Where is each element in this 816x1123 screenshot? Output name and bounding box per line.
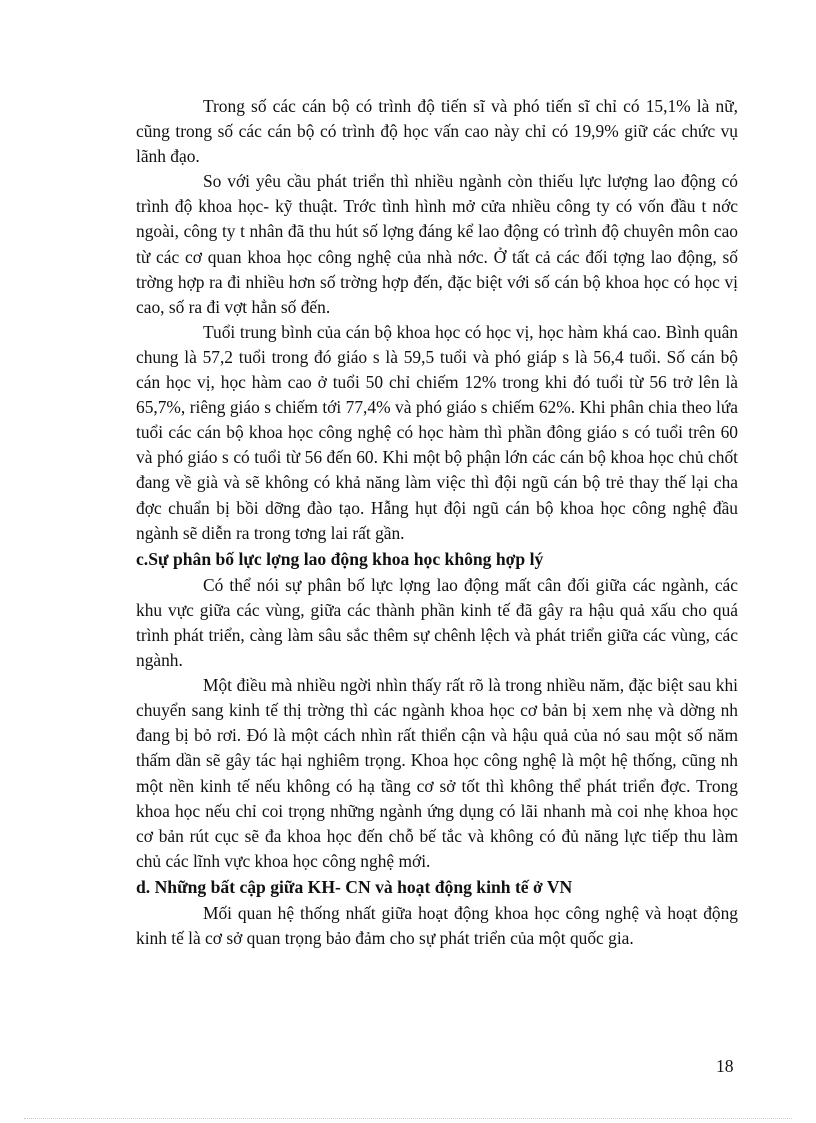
section-heading-c: c.Sự phân bố lực lợng lao động khoa học không hợp lý: [136, 548, 544, 569]
paragraph: Mối quan hệ thống nhất giữa hoạt động khoa học công nghệ và hoạt động kinh tế là cơ sở quan trọng bảo đảm cho sự phát triển của một quốc gia.: [136, 903, 738, 949]
section-heading-d: d. Những bất cập giữa KH- CN và hoạt động kinh tế ở VN: [136, 876, 573, 897]
paragraph: Có thể nói sự phân bố lực lợng lao động mất cân đối giữa các ngành, các khu vực giữa các vùng, giữa các thành phần kinh tế đã gây ra hậu quả xấu cho quá trình phát triển, càng làm sâu sắc thêm sự chênh lệch và phát triển giữa các vùng, các ngành.: [136, 574, 738, 671]
body-text: [136, 94, 738, 951]
page-number: 18: [716, 1056, 734, 1076]
paragraph: Tuổi trung bình của cán bộ khoa học có học vị, học hàm khá cao. Bình quân chung là 57,2 tuổi trong đó giáo s là 59,5 tuổi và phó giáp s là 56,4 tuổi. Số cán bộ cán học vị, học hàm cao ở tuổi 50 chỉ chiếm 12% trong khi đó tuổi từ 56 trở lên là 65,7%, riêng giáo s chiếm tới 77,4% và phó giáo s chiếm 62%. Khi phân chia theo lứa tuổi các cán bộ khoa học công nghệ có học hàm thì phần đông giáo s có tuổi trên 60 và phó giáo s có tuổi từ 56 đến 60. Khi một bộ phận lớn các cán bộ khoa học chủ chốt đang về già và sẽ không có khả năng làm việc thì đội ngũ cán bộ trẻ thay thế lại cha đợc chuẩn bị bồi dỡng đào tạo. Hẫng hụt đội ngũ cán bộ khoa học công nghệ đầu ngành sẽ diễn ra trong tơng lai rất gần.: [136, 321, 738, 543]
paragraph: So với yêu cầu phát triển thì nhiều ngành còn thiếu lực lượng lao động có trình độ khoa học- kỹ thuật. Trớc tình hình mở cửa nhiều công ty có vốn đầu t nớc ngoài, công ty t nhân đã thu hút số lợng đáng kể lao động có trình độ chuyên môn cao từ các cơ quan khoa học công nghệ của nhà nớc. Ở tất cả các đối tợng lao động, số trờng hợp ra đi nhiều hơn số trờng hợp đến, đặc biệt với số cán bộ khoa học có học vị cao, số ra đi vợt hẳn số đến.: [136, 171, 738, 317]
paragraph: Trong số các cán bộ có trình độ tiến sĩ và phó tiến sĩ chỉ có 15,1% là nữ, cũng trong số các cán bộ có trình độ học vấn cao này chỉ có 19,9% giữ các chức vụ lãnh đạo.: [136, 96, 738, 167]
paragraph: Một điều mà nhiều ngời nhìn thấy rất rõ là trong nhiều năm, đặc biệt sau khi chuyển sang kinh tế thị trờng thì các ngành khoa học cơ bản bị xem nhẹ và dờng nh đang bị bỏ rơi. Đó là một cách nhìn rất thiển cận và hậu quả của nó sau một số năm thấm dần sẽ gây tác hại nghiêm trọng. Khoa học công nghệ là một hệ thống, cũng nh một nền kinh tế nếu không có hạ tầng cơ sở tốt thì không thể phát triển đợc. Trong khoa học nếu chỉ coi trọng những ngành ứng dụng có lãi nhanh mà coi nhẹ khoa học cơ bản rút cục sẽ đa khoa học đến chỗ bế tắc và không có đủ năng lực tiếp thu làm chủ các lĩnh vực khoa học công nghệ mới.: [136, 675, 738, 871]
page-bottom-border: [24, 1118, 792, 1119]
